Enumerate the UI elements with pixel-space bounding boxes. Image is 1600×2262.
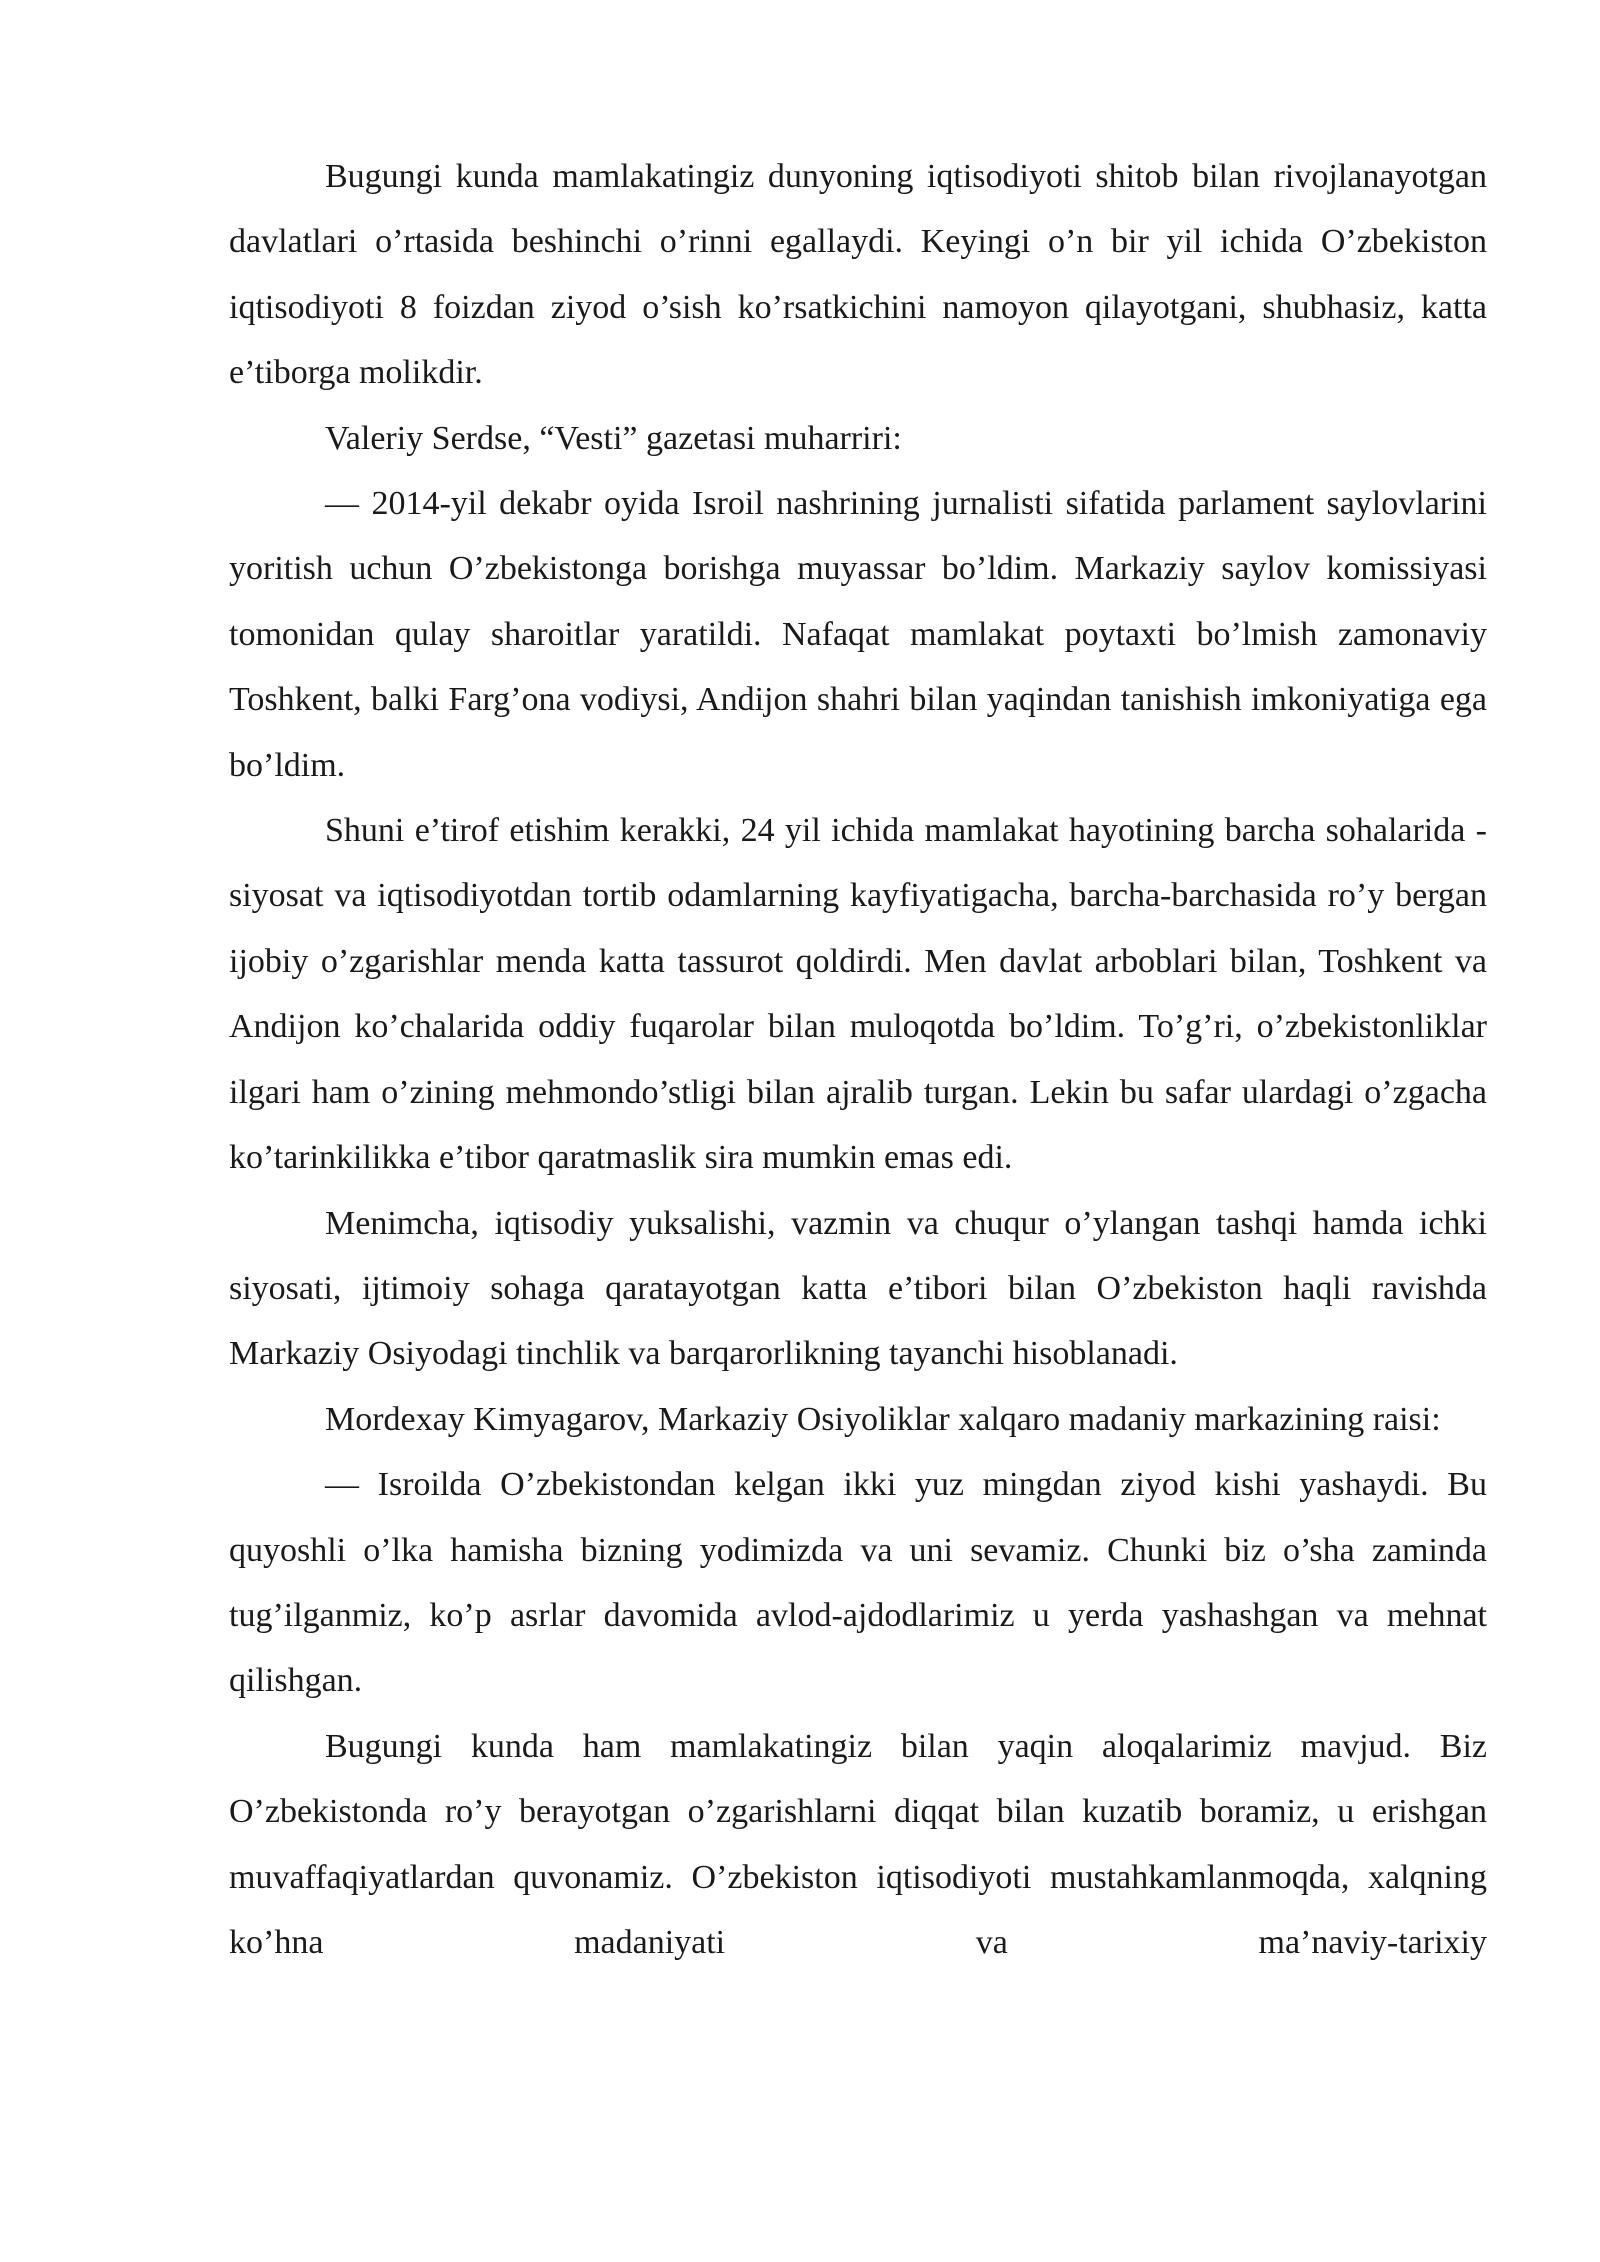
paragraph-speaker-kimyagarov: Mordexay Kimyagarov, Markaziy Osiyoliklar xalqaro madaniy markazining raisi:	[325, 1400, 1441, 1438]
paragraph-serdse-conclusion: Menimcha, iqtisodiy yuksalishi, vazmin va chuqur o’ylangan tashqi hamda ichki siyosati, ijtimoiy sohaga qaratayotgan katta e’tibori bilan O’zbekiston haqli ravishda Markaziy Osiyodagi tinchlik va barqarorlikning tayanchi hisoblanadi.	[229, 1204, 1487, 1373]
document-body	[229, 144, 1487, 1975]
paragraph-serdse-impressions: Shuni e’tirof etishim kerakki, 24 yil ichida mamlakat hayotining barcha sohalarida - siyosat va iqtisodiyotdan tortib odamlarning kayfiyatigacha, barcha-barchasida ro’y bergan ijobiy o’zgarishlar menda katta tassurot qoldirdi. Men davlat arboblari bilan, Toshkent va Andijon ko’chalarida oddiy fuqarolar bilan muloqotda bo’ldim. To’g’ri, o’zbekistonliklar ilgari ham o’zining mehmondo’stligi bilan ajralib turgan. Lekin bu safar ulardagi o’zgacha ko’tarinkilikka e’tibor qaratmaslik sira mumkin emas edi.	[229, 812, 1487, 1177]
paragraph-speaker-serdse: Valeriy Serdse, “Vesti” gazetasi muharriri:	[325, 419, 902, 457]
paragraph-kimyagarov-relations: Bugungi kunda ham mamlakatingiz bilan yaqin aloqalarimiz mavjud. Biz O’zbekistonda ro’y berayotgan o’zgarishlarni diqqat bilan kuzatib boramiz, u erishgan muvaffaqiyatlardan quvonamiz. O’zbekiston iqtisodiyoti mustahkamlanmoqda, xalqning ko’hna madaniyati va ma’naviy-tarixiy	[229, 1727, 1487, 1961]
paragraph-economy-ranking: Bugungi kunda mamlakatingiz dunyoning iqtisodiyoti shitob bilan rivojlanayotgan davlatlari o’rtasida beshinchi o’rinni egallaydi. Keyingi o’n bir yil ichida O’zbekiston iqtisodiyoti 8 foizdan ziyod o’sish ko’rsatkichini namoyon qilayotgani, shubhasiz, katta e’tiborga molikdir.	[229, 158, 1487, 392]
paragraph-kimyagarov-quote: — Isroilda O’zbekistondan kelgan ikki yuz mingdan ziyod kishi yashaydi. Bu quyoshli o’lka hamisha bizning yodimizda va uni sevamiz. Chunki biz o’sha zaminda tug’ilganmiz, ko’p asrlar davomida avlod-ajdodlarimiz u yerda yashashgan va mehnat qilishgan.	[229, 1466, 1487, 1700]
paragraph-serdse-quote: — 2014-yil dekabr oyida Isroil nashrining jurnalisti sifatida parlament saylovlarini yoritish uchun O’zbekistonga borishga muyassar bo’ldim. Markaziy saylov komissiyasi tomonidan qulay sharoitlar yaratildi. Nafaqat mamlakat poytaxti bo’lmish zamonaviy Toshkent, balki Farg’ona vodiysi, Andijon shahri bilan yaqindan tanishish imkoniyatiga ega bo’ldim.	[229, 485, 1487, 784]
